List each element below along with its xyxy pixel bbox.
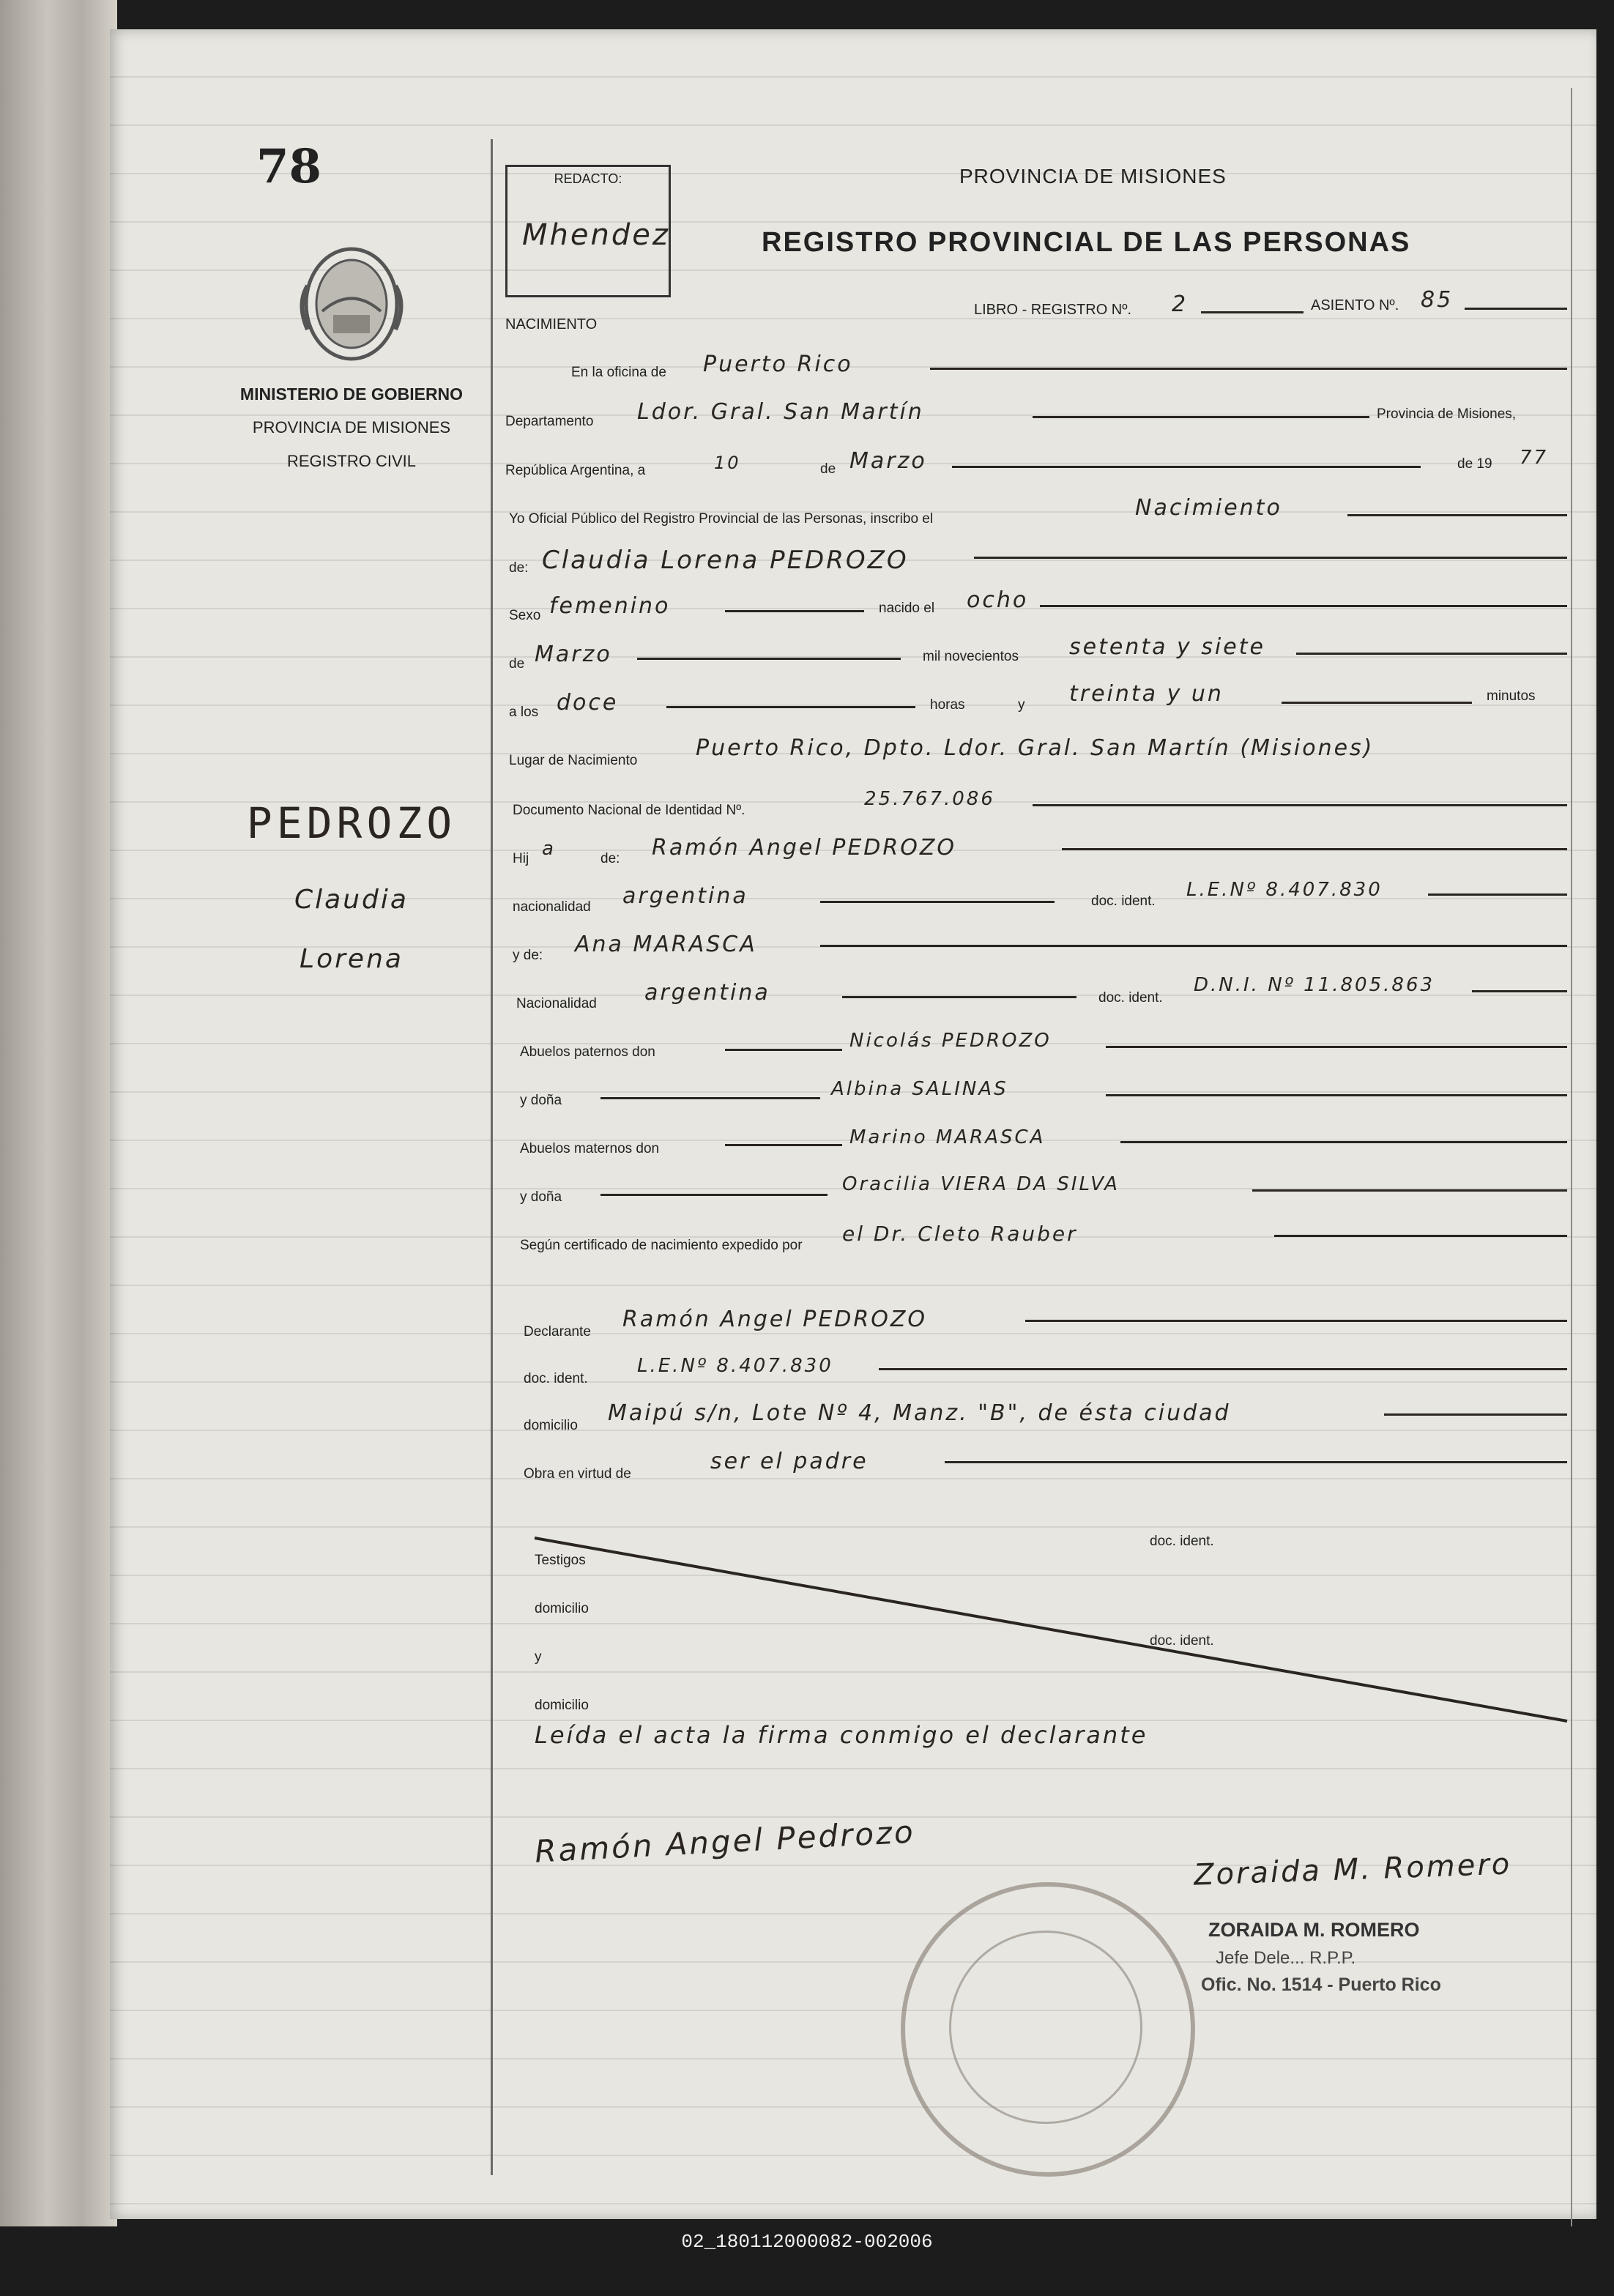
padre-value: Ramón Angel PEDROZO [652,835,957,861]
margin-second-name: Lorena [300,944,404,974]
abuelos-paternos-label: Abuelos paternos don [520,1044,655,1060]
testigo2-label: y [535,1649,542,1665]
nac-madre-label: Nacionalidad [516,996,597,1011]
testigos-label: Testigos [535,1553,586,1568]
testigo1-doc-label: doc. ident. [1150,1534,1214,1549]
hija-label: Hij [513,851,529,866]
madre-value: Ana MARASCA [575,932,757,957]
section-label: NACIMIENTO [505,316,598,332]
minutos-value: treinta y un [1069,681,1224,707]
padre-label: de: [600,851,620,866]
dia-value: 10 [714,453,741,473]
doc-padre-value: L.E.Nº 8.407.830 [1186,879,1383,901]
ministry-heading [234,377,469,478]
mes2-label: de [509,656,525,672]
ministry-province: PROVINCIA DE MISIONES [252,418,451,436]
ministry-registry: REGISTRO CIVIL [286,452,417,470]
nombre-value: Claudia Lorena PEDROZO [542,546,909,575]
mil-label: mil novecientos [923,649,1019,664]
testigos-cancel-line [520,1523,1574,1736]
official-title: Jefe Dele... R.P.P. [1216,1948,1356,1968]
nacido-label: nacido el [879,601,935,616]
abuela-materna-label: y doña [520,1189,562,1205]
margin-first-name: Claudia [294,885,409,915]
testigo2-domicilio-label: domicilio [535,1698,589,1713]
doc-declarante-value: L.E.Nº 8.407.830 [637,1355,833,1377]
certificado-label: Según certificado de nacimiento expedido por [520,1238,803,1253]
redacto-signature: Mhendez [522,218,670,252]
redacto-label: REDACTO: [554,171,622,186]
horas-label: horas [930,697,965,713]
obra-value: ser el padre [710,1449,869,1474]
doc-madre-label: doc. ident. [1098,990,1163,1006]
margin-surname: PEDROZO [246,798,457,848]
official-name: ZORAIDA M. ROMERO [1208,1919,1420,1941]
anio-value: 77 [1520,447,1549,469]
closing-statement: Leída el acta la firma conmigo el declarante [535,1721,1148,1749]
oficina-value: Puerto Rico [703,352,853,377]
horas-prefix-label: a los [509,705,539,720]
declarante-value: Ramón Angel PEDROZO [622,1307,928,1332]
asiento-value: 85 [1421,287,1454,313]
document-page [110,29,1596,2219]
doc-padre-label: doc. ident. [1091,893,1156,909]
redacto-box [505,165,671,297]
official-office: Ofic. No. 1514 - Puerto Rico [1201,1974,1441,1995]
right-rule [1571,88,1572,2226]
nombre-label: de: [509,560,529,576]
ministry-name: MINISTERIO DE GOBIERNO [239,384,464,404]
lugar-label: Lugar de Nacimiento [509,753,638,768]
province-heading: PROVINCIA DE MISIONES [959,165,1227,187]
testigo1-domicilio-label: domicilio [535,1601,589,1616]
abuelos-maternos-label: Abuelos maternos don [520,1141,660,1156]
abuela-paterna-value: Albina SALINAS [831,1078,1008,1100]
book-binding [0,0,117,2226]
nac-madre-value: argentina [644,980,770,1006]
libro-label: LIBRO - REGISTRO Nº. [974,302,1132,318]
nacido-value: ocho [967,587,1029,613]
nac-padre-label: nacionalidad [513,899,591,915]
anio-label: de 19 [1457,456,1492,472]
horas-value: doce [557,690,619,716]
domicilio-label: domicilio [524,1418,578,1433]
testigo2-doc-label: doc. ident. [1150,1633,1214,1649]
oficina-label: En la oficina de [571,365,666,380]
doc-madre-value: D.N.I. Nº 11.805.863 [1194,974,1435,996]
libro-value: 2 [1172,291,1189,317]
margin-name-block [212,798,491,974]
tipo-value: Nacimiento [1135,495,1282,521]
depto-label: Departamento [505,414,594,429]
margin-rule [491,139,493,2175]
dni-label: Documento Nacional de Identidad Nº. [513,803,745,818]
certificado-value: el Dr. Cleto Rauber [842,1222,1078,1246]
sexo-value: femenino [549,593,671,619]
abuela-paterna-label: y doña [520,1093,562,1108]
lugar-value: Puerto Rico, Dpto. Ldor. Gral. San Martín (Misiones) [696,735,1375,761]
minutos-label: minutos [1487,688,1536,704]
official-seal [901,1882,1195,2177]
republica-label: República Argentina, a [505,463,646,478]
hija-suffix: a [542,838,556,860]
depto-value: Ldor. Gral. San Martín [637,399,924,425]
nac-padre-value: argentina [622,883,748,909]
asiento-label: ASIENTO Nº. [1311,297,1399,313]
declarante-signature: Ramón Angel Pedrozo [534,1813,916,1870]
y-label: y [1018,697,1025,713]
abuelo-paterno-value: Nicolás PEDROZO [849,1030,1052,1052]
dni-value: 25.767.086 [864,788,995,810]
sexo-label: Sexo [509,608,541,623]
de-label: de [820,461,836,477]
anio-text-value: setenta y siete [1069,634,1265,660]
image-caption: 02_180112000082-002006 [681,2231,933,2253]
official-signature: Zoraida M. Romero [1193,1847,1512,1892]
domicilio-value: Maipú s/n, Lote Nº 4, Manz. "B", de ésta ciudad [608,1400,1231,1426]
mes-value: Marzo [849,448,927,474]
provincia-label: Provincia de Misiones, [1377,406,1517,422]
registry-title: REGISTRO PROVINCIAL DE LAS PERSONAS [762,227,1411,258]
doc-declarante-label: doc. ident. [524,1371,588,1386]
coat-of-arms-icon [293,242,410,366]
yo-label: Yo Oficial Público del Registro Provincial de las Personas, inscribo el [509,511,934,527]
abuelo-materno-value: Marino MARASCA [849,1126,1046,1148]
madre-label: y de: [513,948,543,963]
declarante-label: Declarante [524,1324,591,1340]
page-number: 78 [256,139,322,194]
mes2-value: Marzo [535,642,612,667]
abuela-materna-value: Oracilia VIERA DA SILVA [842,1173,1120,1195]
obra-label: Obra en virtud de [524,1466,631,1482]
